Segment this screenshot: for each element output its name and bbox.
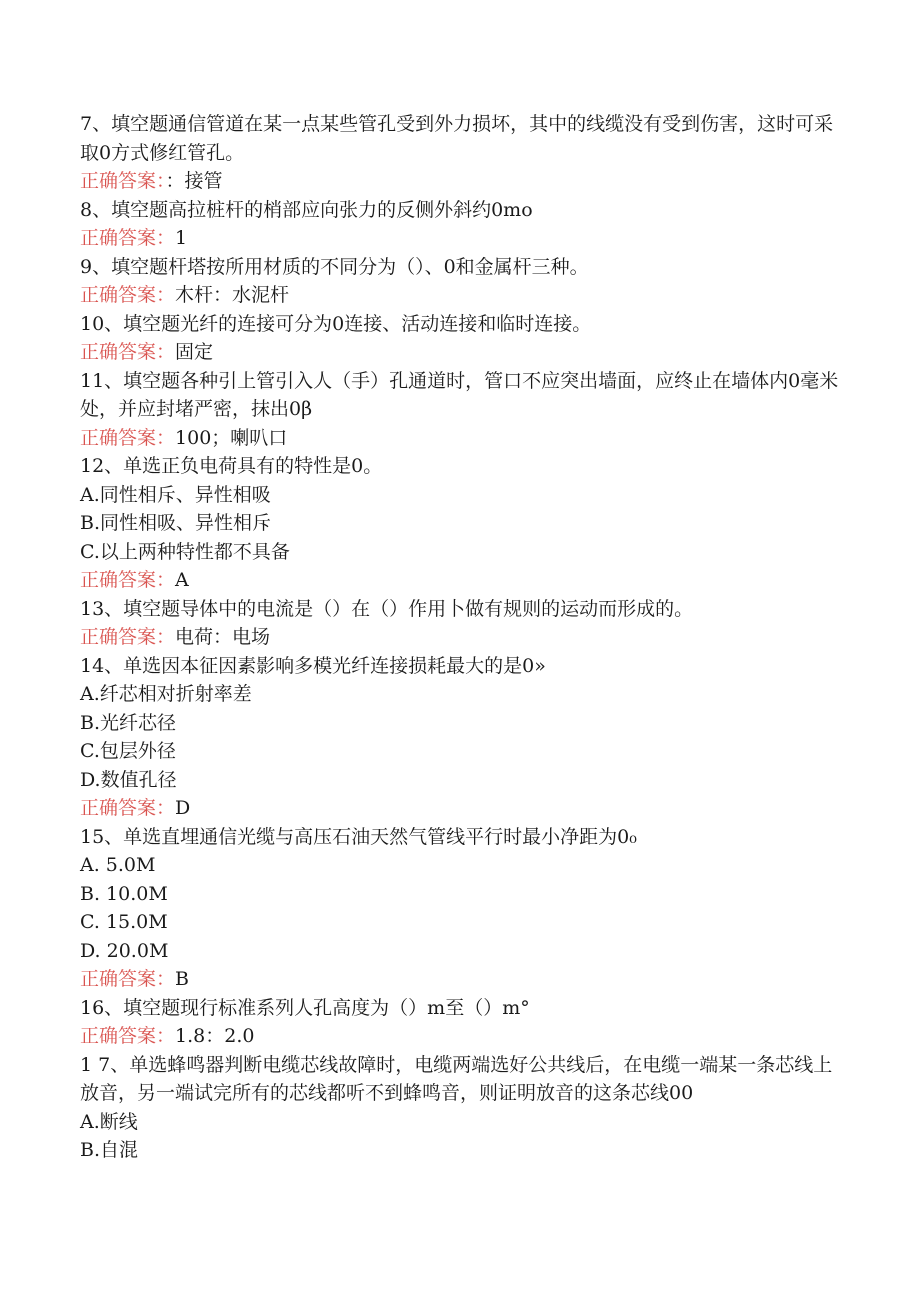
answer-label: 正确答案： — [80, 569, 176, 591]
answer-label: 正确答案： — [80, 1025, 176, 1047]
answer-label: 正确答案： — [80, 797, 176, 819]
answer-line — [80, 338, 840, 367]
answer-line — [80, 224, 840, 253]
answer-value: D — [175, 797, 191, 819]
answer-value: 木杆：水泥杆 — [175, 284, 290, 306]
option-text: D. 20.0M — [80, 939, 169, 962]
answer-label: 正确答案： — [80, 968, 176, 990]
option-text: A.纤芯相对折射率差 — [80, 683, 252, 705]
option-text: C.包层外径 — [80, 740, 176, 762]
answer-value: ：接管 — [165, 170, 223, 192]
answer-label: 正确答案： — [80, 170, 166, 192]
question-text: 7、填空题通信管道在某一点某些管孔受到外力损坏，其中的线缆没有受到伤害，这时可采取0方式修红管孔。 — [80, 113, 834, 164]
answer-label: 正确答案： — [80, 284, 176, 306]
document-body — [80, 110, 840, 1165]
option-text: B. 10.0M — [80, 882, 168, 905]
question-text: 12、单选正负电荷具有的特性是0。 — [80, 455, 383, 477]
question-text: 13、填空题导体中的电流是（）在（）作用卜做有规则的运动而形成的。 — [80, 597, 694, 620]
option-text: C.以上两种特性都不具备 — [80, 540, 290, 563]
answer-value: 固定 — [175, 341, 214, 363]
answer-value: 1.8：2.0 — [175, 1025, 255, 1047]
answer-line — [80, 566, 840, 595]
question-text: 16、填空题现行标准系列人孔高度为（）m至（）m° — [80, 996, 530, 1019]
answer-label: 正确答案： — [80, 227, 176, 249]
answer-value: B — [175, 968, 189, 990]
question-text: 10、填空题光纤的连接可分为0连接、活动连接和临时连接。 — [80, 312, 592, 335]
question-text: 1 7、单选蜂鸣器判断电缆芯线故障时，电缆两端选好公共线后，在电缆一端某一条芯线上放音，另一端试完所有的芯线都听不到蜂鸣音，则证明放音的这条芯线00 — [80, 1053, 833, 1104]
answer-line — [80, 794, 840, 823]
option-text: B.同性相吸、异性相斥 — [80, 512, 272, 534]
option-text: A.断线 — [80, 1110, 138, 1133]
answer-label: 正确答案： — [80, 626, 176, 648]
question-text: 9、填空题杆塔按所用材质的不同分为（）、0和金属杆三种。 — [80, 255, 589, 278]
option-text: D.数值孔径 — [80, 768, 177, 791]
answer-line — [80, 424, 840, 453]
question-text: 11、填空题各种引上管引入人（手）孔通道时，管口不应突出墙面，应终止在墙体内0毫米处，并应封堵严密，抹出0β — [80, 369, 839, 420]
question-text: 8、填空题高拉桩杆的梢部应向张力的反侧外斜约0mo — [80, 198, 533, 221]
answer-line — [80, 281, 840, 310]
option-text: B.光纤芯径 — [80, 711, 177, 734]
answer-line — [80, 965, 840, 994]
option-text: A.同性相斥、异性相吸 — [80, 483, 271, 506]
answer-value: 电荷：电场 — [175, 626, 271, 648]
answer-value: A — [175, 569, 189, 591]
answer-label: 正确答案： — [80, 341, 176, 363]
answer-label: 正确答案： — [80, 426, 176, 449]
option-text: B.自混 — [80, 1139, 139, 1161]
answer-value: 100；喇叭口 — [175, 426, 288, 449]
option-text: A. 5.0M — [80, 854, 156, 876]
question-text: 15、单选直埋通信光缆与高压石油天然气管线平行时最小净距为0₀ — [80, 825, 637, 848]
option-text: C. 15.0M — [80, 911, 168, 933]
answer-value: 1 — [175, 227, 188, 249]
answer-line — [80, 623, 840, 652]
question-text: 14、单选因本征因素影响多模光纤连接损耗最大的是0» — [80, 654, 546, 677]
answer-line — [80, 167, 840, 196]
answer-line — [80, 1022, 840, 1051]
